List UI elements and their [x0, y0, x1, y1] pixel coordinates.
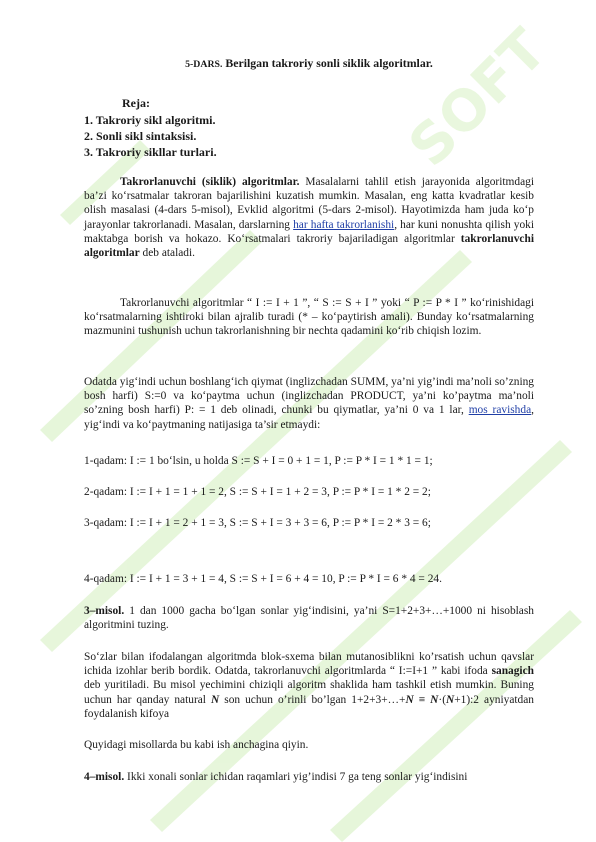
variable-n: N	[446, 693, 455, 706]
paragraph-text: Odatda yig‘indi uchun boshlang‘ich qiymat (inglizchadan SUMM, ya’ni yig’indi ma’noli so’zning bosh harfi) S:=0 va ko‘paytma uchun (inglizchadan PRODUCT, ya’ni ko’paytma ma’noli so’zning bosh harfi) P: = 1 deb olinadi, chunki bu qiymatlar, ya’ni 0 va 1 lar,	[84, 376, 534, 417]
example-text: 1 dan 1000 gacha bo‘lgan sonlar yig‘indisini, ya’ni S=1+2+3+…+1000 ni hisoblash algoritmini tuzing.	[84, 605, 534, 632]
paragraph-text: ·(	[438, 693, 446, 706]
term-counter: sanagich	[491, 665, 534, 678]
paragraph-note: Quyidagi misollarda bu kabi ish anchagina qiyin.	[84, 739, 309, 751]
plan-heading: Reja:	[122, 96, 150, 110]
paragraph-text: So‘zlar bilan ifodalangan algoritmda blok-sxema bilan mutanosiblikni ko’rsatish uchun qavslar ichida izohlar berib bordik. Odatda, takrorlanuvchi algoritmlarda “ I:=I+1 ” kabi ifoda	[84, 651, 534, 678]
lesson-title: Berilgan takroriy sonli siklik algoritmlar.	[222, 56, 433, 70]
paragraph-text: , har kuni nonushta qilish yoki maktabga borish va hokazo. Ko‘rsatmalari takroriy bajariladigan algoritmlar	[84, 218, 534, 245]
term-cyclic-algorithms: Takrorlanuvchi (siklik) algoritmlar.	[120, 176, 300, 188]
variable-n: N	[211, 693, 220, 706]
paragraph-intro	[84, 175, 534, 260]
paragraph-initial-values	[84, 375, 534, 432]
step-2: 2-qadam: I := I + 1 = 1 + 1 = 2, S := S + I = 1 + 2 = 3, P := P * I = 1 * 2 = 2;	[84, 486, 431, 498]
paragraph-text: +1):2 ayniyatdan foydalanish kifoya	[84, 693, 535, 720]
example-label: 3–misol.	[84, 605, 125, 617]
paragraph-text: Takrorlanuvchi algoritmlar “ I := I + 1 ”, “ S := S + I ” yoki “ P := P * I ” ko‘rinishidagi ko‘rsatmalarning ishtiroki bilan ajralib turadi (* – ko‘paytirish amali). Bunday ko‘rsatmalarning mazmunini tushunish uchun takrorlanishning bir nechta qadamini ko‘rib chiqish lozim.	[84, 297, 534, 338]
paragraph-text: Masalalarni tahlil etish jarayonida algoritmdagi ba’zi ko‘rsatmalar takroran bajarilishini kuzatish mumkin. Masalan, eng katta kvadratlar kesib olish masalasi (4-dars 5-misol), Evklid algoritmi (5-dars 2-misol). Hayotimizda ham juda ko‘p jarayonlar takrorlanadi. Masalan, darslarning	[84, 176, 535, 231]
watermark-text: SOFT	[396, 17, 560, 180]
paragraph-text: ≡	[413, 693, 431, 706]
step-1: 1-qadam: I := 1 bo‘lsin, u holda S := S + I = 0 + 1 = 1, P := P * I = 1 * 1 = 1;	[84, 455, 433, 467]
paragraph-text: deb yuritiladi. Bu misol yechimini chiziqli algoritm shaklida ham tashkil etish mumkin. Buning uchun har qanday natural	[84, 679, 534, 706]
example-text: Ikki xonali sonlar ichidan raqamlari yig’indisi 7 ga teng sonlar yig‘indisini	[124, 771, 468, 783]
link-respectively[interactable]: mos ravishda	[468, 404, 532, 417]
page-title	[84, 56, 534, 72]
plan-item: 2. Sonli sikl sintaksisi.	[84, 129, 197, 143]
variable-n: N	[405, 693, 414, 706]
plan-item: 3. Takroriy sikllar turlari.	[84, 145, 217, 159]
term-repeating-algorithms: takrorlanuvchi algoritmlar	[84, 232, 534, 260]
step-3: 3-qadam: I := I + 1 = 2 + 1 = 3, S := S + I = 3 + 3 = 6, P := P * I = 2 * 3 = 6;	[84, 517, 431, 529]
plan-list	[84, 112, 217, 160]
lesson-number: 5-DARS.	[185, 59, 223, 70]
plan-item: 1. Takroriy sikl algoritmi.	[84, 113, 216, 127]
example-label: 4–misol.	[84, 771, 125, 783]
variable-n: N	[430, 693, 439, 706]
paragraph-counter	[84, 650, 534, 721]
paragraph-text: , yig‘indi va ko‘paytmaning natijasiga ta’sir etmaydi:	[84, 404, 534, 431]
paragraph-text: son uchun o’rinli bo’lgan 1+2+3+…+	[219, 693, 406, 706]
paragraph-forms	[84, 296, 534, 339]
example-3	[84, 604, 534, 632]
step-4: 4-qadam: I := I + 1 = 3 + 1 = 4, S := S + I = 6 + 4 = 10, P := P * I = 6 * 4 = 24.	[84, 573, 442, 585]
paragraph-text: deb ataladi.	[139, 247, 196, 260]
example-4	[84, 770, 534, 784]
link-weekly-repeat[interactable]: har hafta takrorlanishi	[293, 218, 395, 231]
